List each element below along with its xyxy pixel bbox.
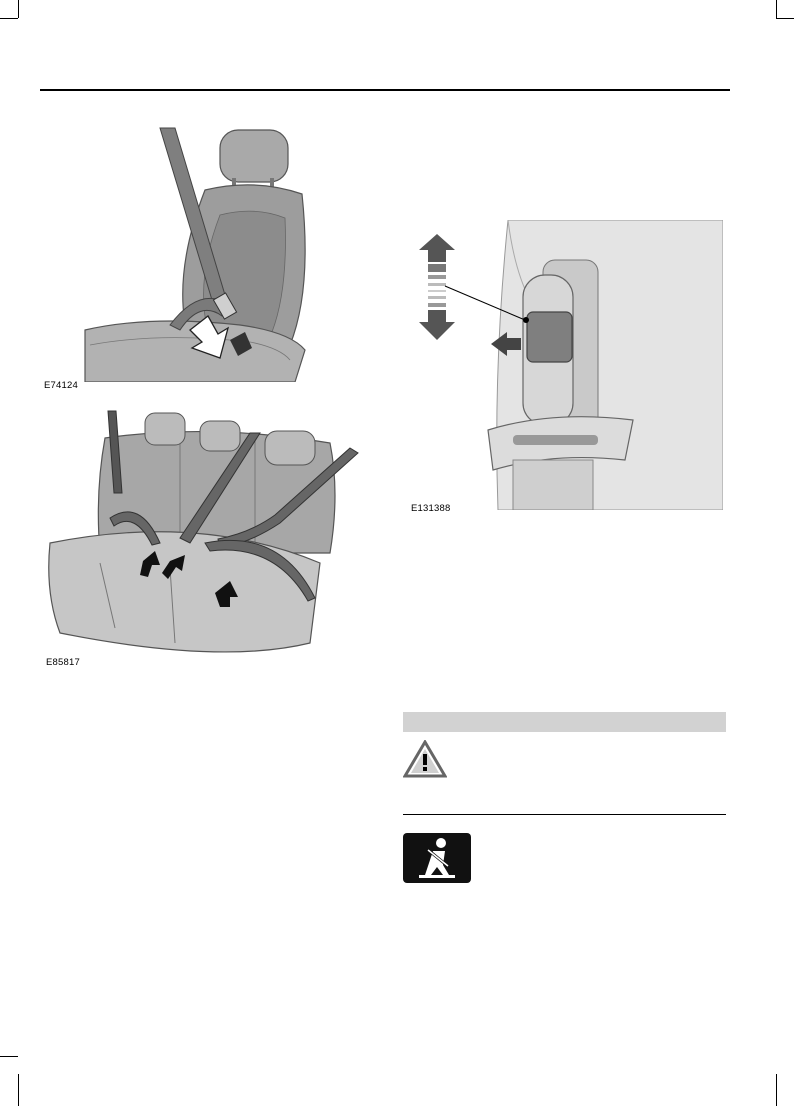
crop-mark [776, 1074, 777, 1106]
figure-code: E85817 [46, 657, 80, 668]
figure-front-seat [40, 120, 365, 382]
figure-code: E131388 [411, 503, 451, 514]
figure-height-adjuster [403, 220, 723, 510]
crop-mark [776, 0, 777, 18]
section-rule [403, 814, 726, 815]
header-rule [40, 89, 730, 91]
crop-mark [18, 1074, 19, 1106]
warning-header-bar [403, 712, 726, 732]
crop-mark [0, 1056, 18, 1057]
seatbelt-reminder-icon [403, 833, 471, 883]
crop-mark [0, 18, 18, 19]
crop-mark [776, 18, 794, 19]
crop-mark [18, 0, 19, 18]
figure-rear-seat [40, 403, 365, 663]
figure-code: E74124 [44, 380, 78, 391]
warning-triangle-icon [403, 740, 447, 778]
